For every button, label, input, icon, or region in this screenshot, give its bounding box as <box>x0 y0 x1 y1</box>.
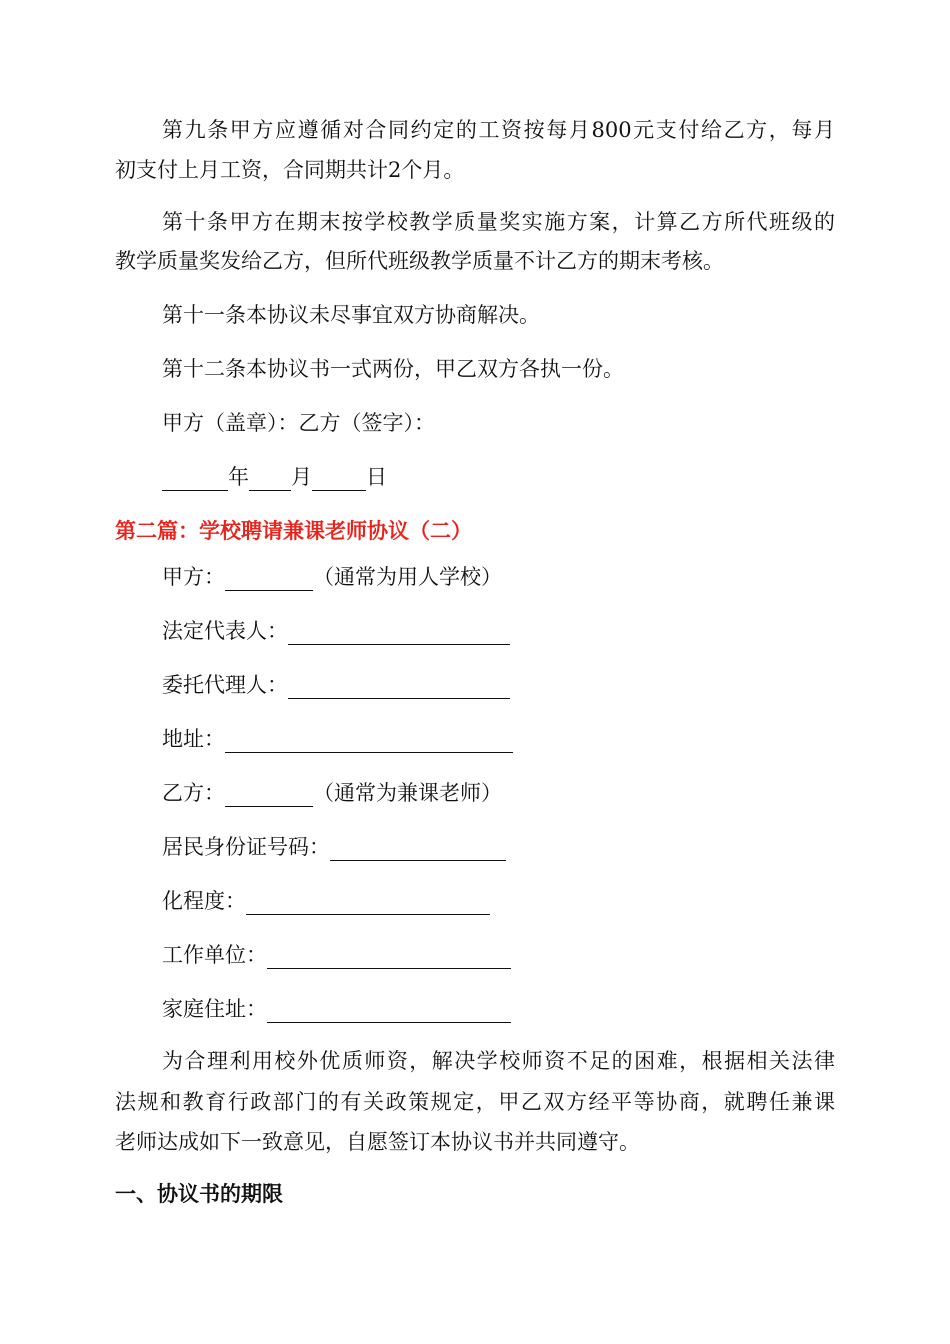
date-line <box>162 463 835 491</box>
party-a-label: 甲方： <box>162 565 225 589</box>
intro-line-2: 法规和教育行政部门的有关政策规定，甲乙双方经平等协商，就聘任兼课 <box>115 1090 835 1114</box>
article-10-line-2: 教学质量奖发给乙方，但所代班级教学质量不计乙方的期末考核。 <box>115 249 724 273</box>
home-address-field <box>162 995 835 1023</box>
signature-line: 甲方（盖章）：乙方（签字）： <box>162 411 435 435</box>
intro-line-1: 为合理利用校外优质师资，解决学校师资不足的困难，根据相关法律 <box>162 1049 835 1073</box>
section-2-title: 第二篇：学校聘请兼课老师协议（二） <box>115 519 472 543</box>
date-year-label: 年 <box>228 465 249 489</box>
party-b-note: （通常为兼课老师） <box>313 781 502 805</box>
legal-rep-label: 法定代表人： <box>162 619 288 643</box>
employer-blank <box>267 948 511 969</box>
article-11: 第十一条本协议未尽事宜双方协商解决。 <box>162 303 540 327</box>
address-blank <box>225 732 513 753</box>
legal-rep-field <box>162 617 835 645</box>
address-field <box>162 725 835 753</box>
education-blank <box>246 894 490 915</box>
education-field <box>162 887 835 915</box>
party-b-label: 乙方： <box>162 781 225 805</box>
day-blank <box>312 470 366 491</box>
date-day-label: 日 <box>366 465 387 489</box>
employer-label: 工作单位： <box>162 943 267 967</box>
agent-blank <box>288 678 510 699</box>
home-address-label: 家庭住址： <box>162 997 267 1021</box>
month-blank <box>249 470 291 491</box>
legal-rep-blank <box>288 624 510 645</box>
address-label: 地址： <box>162 727 225 751</box>
party-a-field <box>162 563 835 591</box>
party-b-field <box>162 779 835 807</box>
employer-field <box>162 941 835 969</box>
article-9-line-2: 初支付上月工资，合同期共计2个月。 <box>115 158 465 182</box>
intro-line-3: 老师达成如下一致意见，自愿签订本协议书并共同遵守。 <box>115 1130 640 1154</box>
id-number-field <box>162 833 835 861</box>
agent-field <box>162 671 835 699</box>
id-number-blank <box>330 840 506 861</box>
party-a-note: （通常为用人学校） <box>313 565 502 589</box>
home-address-blank <box>267 1002 511 1023</box>
party-b-blank <box>225 786 313 807</box>
agent-label: 委托代理人： <box>162 673 288 697</box>
date-month-label: 月 <box>291 465 312 489</box>
article-12: 第十二条本协议书一式两份，甲乙双方各执一份。 <box>162 357 624 381</box>
education-label: 化程度： <box>162 889 246 913</box>
id-number-label: 居民身份证号码： <box>162 835 330 859</box>
subheading-term: 一、协议书的期限 <box>115 1182 283 1206</box>
year-blank <box>162 470 228 491</box>
article-10-line-1: 第十条甲方在期末按学校教学质量奖实施方案，计算乙方所代班级的 <box>162 210 835 234</box>
article-9-line-1: 第九条甲方应遵循对合同约定的工资按每月800元支付给乙方，每月 <box>162 118 835 142</box>
party-a-blank <box>225 570 313 591</box>
